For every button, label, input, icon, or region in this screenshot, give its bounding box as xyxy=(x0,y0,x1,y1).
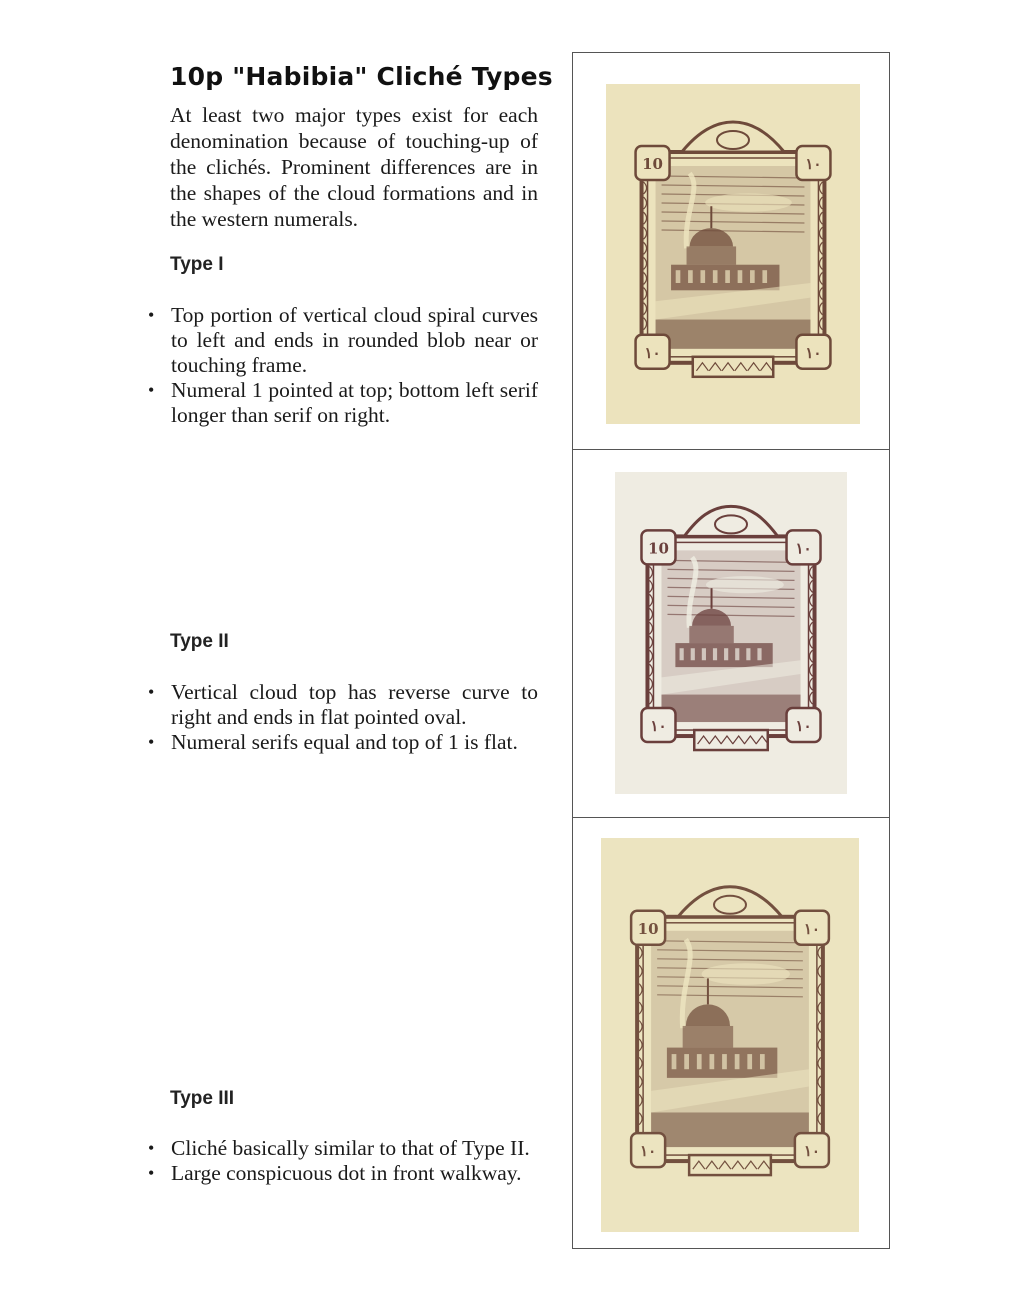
type-1-bullet xyxy=(146,303,538,378)
stamp-image-type-1 xyxy=(606,84,860,424)
stamp-cell-type-2 xyxy=(573,449,889,817)
bullet-icon: • xyxy=(148,305,155,325)
stamp-value-bottom-right: ١٠ xyxy=(795,717,812,736)
type-3-heading: Type III xyxy=(170,1088,235,1109)
stamp-value-top-right: ١٠ xyxy=(805,155,822,173)
stamp-image-type-2 xyxy=(615,472,847,794)
stamp-value-bottom-right: ١٠ xyxy=(803,1142,820,1161)
stamp-value-bottom-left: ١٠ xyxy=(644,343,661,362)
stamp-column xyxy=(572,52,890,1249)
type-2-bullet-text: Vertical cloud top has reverse curve to right and ends in flat pointed oval. xyxy=(171,680,538,729)
type-3-bullets xyxy=(146,1136,538,1186)
bullet-icon: • xyxy=(148,1163,155,1183)
stamp-value-top-right: ١٠ xyxy=(795,539,812,558)
type-2-bullet xyxy=(146,680,538,730)
bullet-icon: • xyxy=(148,682,155,702)
bullet-icon: • xyxy=(148,380,155,400)
type-1-bullet-text: Numeral 1 pointed at top; bottom left serif longer than serif on right. xyxy=(171,378,538,427)
intro-paragraph: At least two major types exist for each denomination because of touching-up of the clichés. Prominent differences are in the shapes of the cloud formations and in the western numerals. xyxy=(170,103,538,231)
type-1-bullet-text: Top portion of vertical cloud spiral curves to left and ends in rounded blob near or touching frame. xyxy=(171,303,538,377)
type-1-bullets xyxy=(146,303,538,428)
bullet-icon: • xyxy=(148,732,155,752)
type-3-bullet xyxy=(146,1161,538,1186)
type-1-bullet xyxy=(146,378,538,428)
stamp-cell-type-3 xyxy=(573,817,889,1248)
type-3-bullet xyxy=(146,1136,538,1161)
type-2-bullet-text: Numeral serifs equal and top of 1 is flat. xyxy=(171,730,518,754)
stamp-value-top-left: 10 xyxy=(637,919,659,938)
type-2-bullets xyxy=(146,680,538,755)
stamp-value-bottom-left: ١٠ xyxy=(640,1142,657,1161)
stamp-value-top-left: 10 xyxy=(642,155,663,173)
type-1-heading: Type I xyxy=(170,254,224,275)
type-2-heading: Type II xyxy=(170,631,229,652)
bullet-icon: • xyxy=(148,1138,155,1158)
stamp-value-bottom-left: ١٠ xyxy=(650,717,667,736)
stamp-cell-type-1 xyxy=(573,53,889,449)
type-2-bullet xyxy=(146,730,538,755)
stamp-value-bottom-right: ١٠ xyxy=(805,343,822,362)
type-3-bullet-text: Cliché basically similar to that of Type II. xyxy=(171,1136,530,1160)
stamp-value-top-left: 10 xyxy=(648,539,669,558)
stamp-image-type-3 xyxy=(601,838,859,1232)
stamp-value-top-right: ١٠ xyxy=(803,919,820,938)
type-3-bullet-text: Large conspicuous dot in front walkway. xyxy=(171,1161,522,1185)
page-title: 10p "Habibia" Cliché Types xyxy=(170,62,553,91)
stamp-design xyxy=(641,506,820,750)
